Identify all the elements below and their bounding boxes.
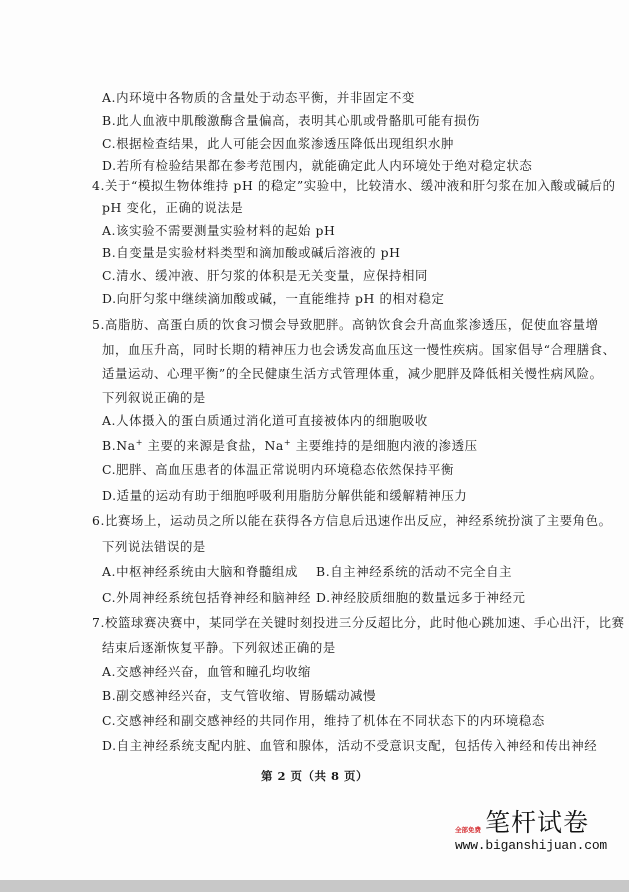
q7-option-c: C.交感神经和副交感神经的共同作用，维持了机体在不同状态下的内环境稳态 — [102, 713, 545, 728]
q5-stem-line2: 加，血压升高，同时长期的精神压力也会诱发高血压这一慢性疾病。国家倡导“合理膳食、 — [102, 342, 616, 357]
q3-option-b: B.此人血液中肌酸激酶含量偏高，表明其心肌或骨骼肌可能有损伤 — [102, 113, 480, 128]
q7-stem-line2: 结束后逐渐恢复平静。下列叙述正确的是 — [102, 640, 336, 655]
q5-option-b-text: 主要维持的是细胞内液的渗透压 — [291, 438, 478, 453]
q7-option-b: B.副交感神经兴奋，支气管收缩、胃肠蠕动减慢 — [102, 688, 377, 703]
q6-option-c: C.外周神经系统包括脊神经和脑神经 — [102, 590, 312, 605]
q5-option-b-text: 主要的来源是食盐，Na — [143, 438, 284, 453]
q5-option-d: D.适量的运动有助于细胞呼吸利用脂肪分解供能和缓解精神压力 — [102, 488, 468, 503]
q3-option-a: A.内环境中各物质的含量处于动态平衡，并非固定不变 — [102, 90, 415, 105]
superscript: + — [283, 437, 292, 447]
watermark-url: www.biganshijuan.com — [455, 838, 608, 853]
superscript: + — [135, 437, 143, 447]
q3-option-d: D.若所有检验结果都在参考范围内，就能确定此人内环境处于绝对稳定状态 — [102, 158, 533, 173]
q5-stem-line3: 适量运动、心理平衡”的全民健康生活方式管理体重，减少肥胖及降低相关慢性病风险。 — [102, 366, 603, 381]
q4-stem-line2: pH 变化，正确的说法是 — [102, 200, 244, 215]
q4-option-a: A.该实验不需要测量实验材料的起始 pH — [102, 223, 336, 238]
watermark-title: 笔杆试卷 — [485, 808, 590, 837]
watermark-badge: 全部免费 — [455, 826, 481, 834]
q3-option-c: C.根据检查结果，此人可能会因血浆渗透压降低出现组织水肿 — [102, 136, 454, 151]
q5-option-a: A.人体摄入的蛋白质通过消化道可直接被体内的细胞吸收 — [102, 413, 428, 428]
q6-option-a: A.中枢神经系统由大脑和脊髓组成 — [102, 564, 298, 579]
q4-stem-line1: 4.关于“模拟生物体维持 pH 的稳定”实验中，比较清水、缓冲液和肝匀浆在加入酸或碱后的 — [92, 178, 616, 193]
q7-stem-line1: 7.校篮球赛决赛中，某同学在关键时刻投进三分反超比分，此时他心跳加速、手心出汗，比赛 — [92, 615, 625, 630]
q6-stem-line1: 6.比赛场上，运动员之所以能在获得各方信息后迅速作出反应，神经系统扮演了主要角色。 — [92, 513, 612, 528]
q5-option-c: C.肥胖、高血压患者的体温正常说明内环境稳态依然保持平衡 — [102, 462, 454, 477]
q7-option-a: A.交感神经兴奋，血管和瞳孔均收缩 — [102, 664, 311, 679]
q6-stem-line2: 下列说法错误的是 — [102, 539, 206, 554]
q5-option-b — [102, 438, 478, 454]
page-number-footer: 第 2 页（共 8 页） — [260, 769, 369, 783]
q4-option-d: D.向肝匀浆中继续滴加酸或碱，一直能维持 pH 的相对稳定 — [102, 291, 445, 306]
q5-stem-line4: 下列叙说正确的是 — [102, 390, 206, 405]
watermark-logo — [455, 808, 625, 868]
q7-option-d: D.自主神经系统支配内脏、血管和腺体，活动不受意识支配，包括传入神经和传出神经 — [102, 738, 598, 753]
q4-option-b: B.自变量是实验材料类型和滴加酸或碱后溶液的 pH — [102, 245, 401, 260]
q4-option-c: C.清水、缓冲液、肝匀浆的体积是无关变量，应保持相同 — [102, 268, 428, 283]
q5-stem-line1: 5.高脂肪、高蛋白质的饮食习惯会导致肥胖。高钠饮食会升高血浆渗透压，促使血容量增 — [92, 317, 599, 332]
q5-option-b-text: B.Na — [102, 438, 136, 453]
q6-option-b: B.自主神经系统的活动不完全自主 — [316, 564, 513, 579]
q6-option-d: D.神经胶质细胞的数量远多于神经元 — [316, 590, 526, 605]
bottom-edge-bar — [0, 880, 629, 892]
